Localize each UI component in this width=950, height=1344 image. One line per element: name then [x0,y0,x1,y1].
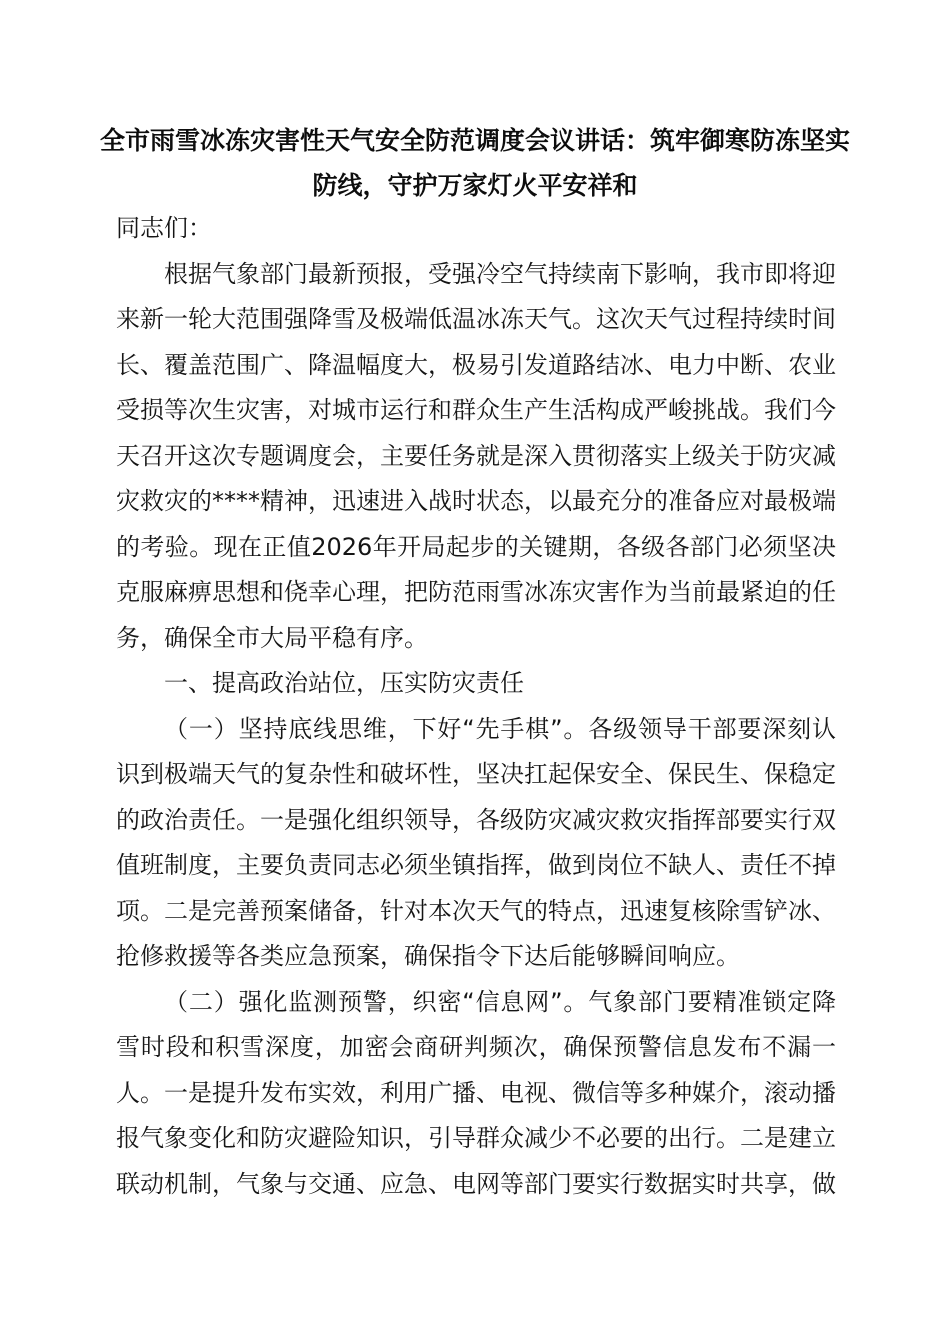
document-title: 全市雨雪冰冻灾害性天气安全防范调度会议讲话：筑牢御寒防冻坚实防线，守护万家灯火平安祥和 [100,126,851,200]
paragraph-intro: 根据气象部门最新预报，受强冷空气持续南下影响，我市即将迎来新一轮大范围强降雪及极端低温冰冻天气。这次天气过程持续时间长、覆盖范围广、降温幅度大，极易引发道路结冰、电力中断、农业受损等次生灾害，对城市运行和群众生产生活构成严峻挑战。我们今天召开这次专题调度会，主要任务就是深入贯彻落实上级关于防灾减灾救灾的****精神，迅速进入战时状态，以最充分的准备应对最极端的考验。现在正值2026年开局起步的关键期，各级各部门必须坚决克服麻痹思想和侥幸心理，把防范雨雪冰冻灾害作为当前最紧迫的任务，确保全市大局平稳有序。 [116,259,836,652]
salutation: 同志们： [116,214,212,242]
paragraph-subsection-1: （一）坚持底线思维，下好“先手棋”。各级领导干部要深刻认识到极端天气的复杂性和破坏性，坚决扛起保安全、保民生、保稳定的政治责任。一是强化组织领导，各级防灾减灾救灾指挥部要实行双值班制度，主要负责同志必须坐镇指挥，做到岗位不缺人、责任不掉项。二是完善预案储备，针对本次天气的特点，迅速复核除雪铲冰、抢修救援等各类应急预案，确保指令下达后能够瞬间响应。 [116,714,836,970]
document-body [116,206,836,1207]
section-heading-1: 一、提高政治站位，压实防灾责任 [164,669,524,697]
paragraph-subsection-2: （二）强化监测预警，织密“信息网”。气象部门要精准锁定降雪时段和积雪深度，加密会商研判频次，确保预警信息发布不漏一人。一是提升发布实效，利用广播、电视、微信等多种媒介，滚动播报气象变化和防灾避险知识，引导群众减少不必要的出行。二是建立联动机制，气象与交通、应急、电网等部门要实行数据实时共享，做 [116,987,836,1198]
